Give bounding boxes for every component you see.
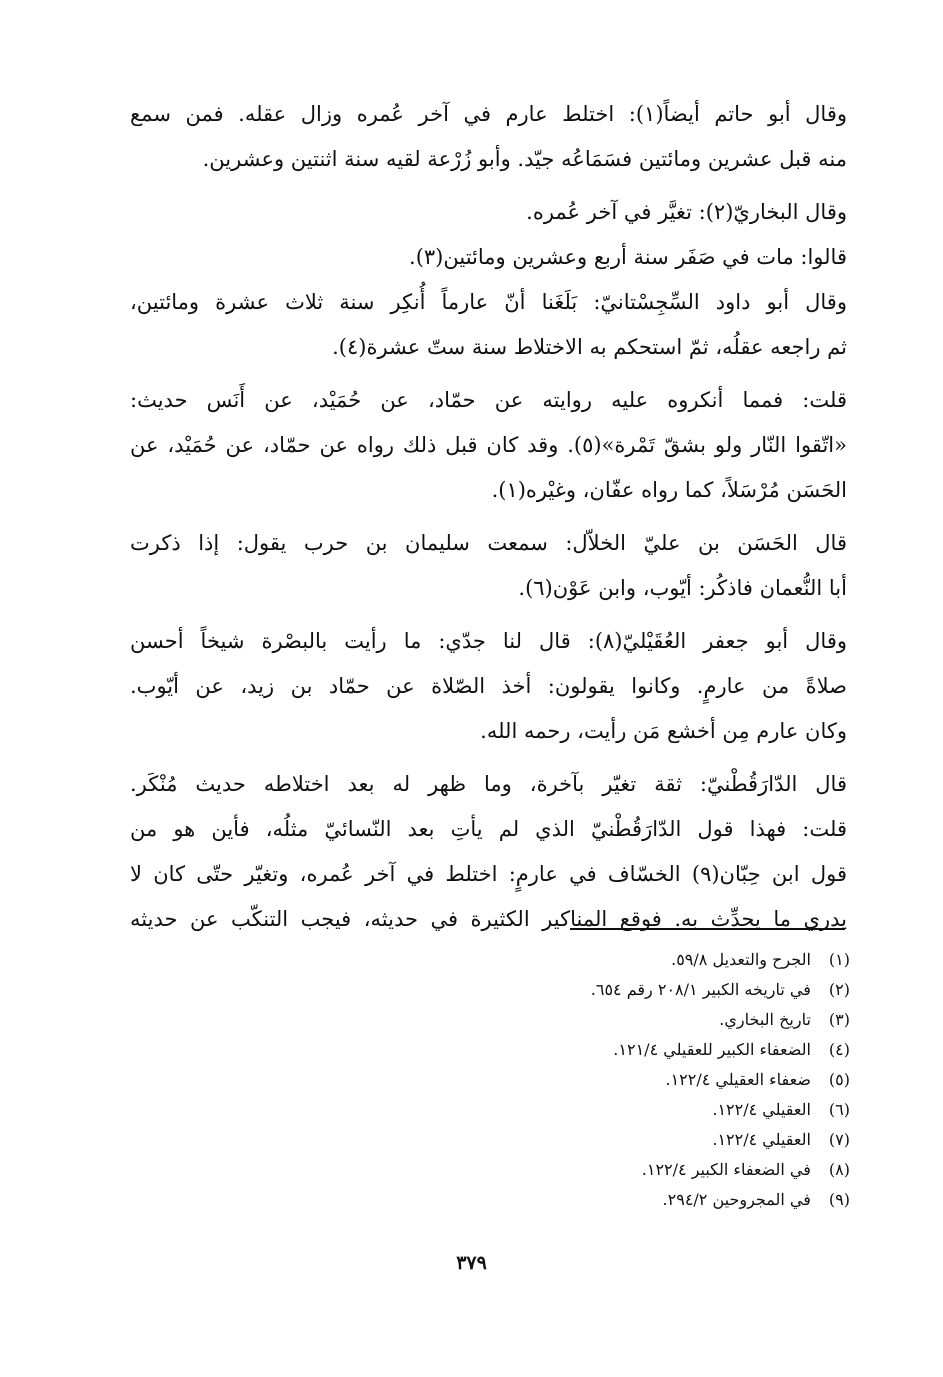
- text-line: قال الحَسَن بن عليّ الخلاّل: سمعت سليمان بن حرب يقول: إذا ذكرت: [130, 531, 847, 555]
- footnote-number: (٨): [828, 1160, 850, 1179]
- paragraph-qult-1: [130, 378, 847, 513]
- footnote: [290, 945, 850, 975]
- footnote-text: الضعفاء الكبير للعقيلي ١٢١/٤.: [613, 1040, 811, 1059]
- footnote-number: (٥): [828, 1070, 850, 1089]
- footnote-text: في المجروحين ٢٩٤/٢.: [662, 1190, 811, 1209]
- paragraph-bukhari: [130, 190, 847, 370]
- footnote-number: (٧): [828, 1130, 850, 1149]
- footnote: [290, 1155, 850, 1185]
- page-number: ٣٧٩: [456, 1252, 487, 1274]
- footnote: [290, 1095, 850, 1125]
- text-line: يدري ما يحدِّث به. فوقع المناكير الكثيرة في حديثه، فيجب التنكّب عن حديثه: [130, 907, 847, 931]
- footnote-number: (٤): [828, 1040, 850, 1059]
- footnote-text: في الضعفاء الكبير ١٢٢/٤.: [641, 1160, 811, 1179]
- paragraph-uqayli: [130, 619, 847, 754]
- footnote: [290, 1035, 850, 1065]
- paragraph-daraqutni: [130, 762, 847, 942]
- footnote-separator: [570, 928, 845, 930]
- text-line: وقال البخاريّ(٢): تغيَّر في آخر عُمره.: [526, 200, 847, 224]
- text-line: وقال أبو جعفر العُقَيْليّ(٨): قال لنا جدّي: ما رأيت بالبصْرة شيخاً أحسن: [130, 629, 847, 653]
- text-line: الحَسَن مُرْسَلاً، كما رواه عفّان، وغيْره(١).: [491, 478, 847, 502]
- footnote: [290, 1125, 850, 1155]
- text-line: وكان عارم مِن أخشع مَن رأيت، رحمه الله.: [480, 719, 847, 743]
- text-line: وقال أبو داود السِّجِسْتانيّ: بَلَغَنا أنّ عارماً أُنكِر سنة ثلاث عشرة ومائتين،: [130, 290, 847, 314]
- footnote: [290, 1185, 850, 1215]
- text-line: قالوا: مات في صَفَر سنة أربع وعشرين ومائتين(٣).: [409, 245, 847, 269]
- text-line: قول ابن حِبّان(٩) الخسّاف في عارمٍ: اختلط في آخر عُمره، وتغيّر حتّى كان لا: [130, 862, 847, 886]
- text-line: «اتّقوا النّار ولو بشقّ تَمْرة»(٥). وقد كان قبل ذلك رواه عن حمّاد، عن حُمَيْد، عن: [130, 433, 847, 457]
- text-line: قلت: فمما أنكروه عليه روايته عن حمّاد، عن حُمَيْد، عن أَنَس حديث:: [130, 388, 847, 412]
- text-line: ثم راجعه عقلُه، ثمّ استحكم به الاختلاط سنة ستّ عشرة(٤).: [332, 335, 847, 359]
- footnote-number: (٣): [828, 1010, 850, 1029]
- footnote-text: ضعفاء العقيلي ١٢٢/٤.: [665, 1070, 811, 1089]
- footnote: [290, 975, 850, 1005]
- footnote-number: (٢): [828, 980, 850, 999]
- footnote-text: في تاريخه الكبير ٢٠٨/١ رقم ٦٥٤.: [590, 980, 811, 999]
- footnote-text: العقيلي ١٢٢/٤.: [712, 1130, 811, 1149]
- footnotes-list: [290, 945, 850, 1215]
- footnote-text: الجرح والتعديل ٥٩/٨.: [671, 950, 811, 969]
- footnote: [290, 1005, 850, 1035]
- text-line: منه قبل عشرين ومائتين فسَمَاعُه جيّد. وأبو زُرْعة لقيه سنة اثنتين وعشرين.: [202, 147, 847, 171]
- paragraph-abu-hatim: [130, 92, 847, 182]
- text-line: وقال أبو حاتم أيضاً(١): اختلط عارم في آخر عُمره وزال عقله. فمن سمع: [130, 102, 847, 126]
- footnote-number: (١): [828, 950, 850, 969]
- footnote: [290, 1065, 850, 1095]
- text-line: قلت: فهذا قول الدّارَقُطْنيّ الذي لم يأتِ بعد النّسائيّ مثلُه، فأين هو من: [130, 817, 847, 841]
- paragraph-khallal: [130, 521, 847, 611]
- footnote-number: (٦): [828, 1100, 850, 1119]
- text-line: صلاةً من عارمٍ. وكانوا يقولون: أخذ الصّلاة عن حمّاد بن زيد، عن أيّوب.: [130, 674, 847, 698]
- main-text: [130, 92, 847, 950]
- footnote-text: تاريخ البخاري.: [719, 1010, 811, 1029]
- footnote-text: العقيلي ١٢٢/٤.: [712, 1100, 811, 1119]
- footnote-number: (٩): [828, 1190, 850, 1209]
- text-line: أبا النُّعمان فاذكُر: أيّوب، وابن عَوْن(٦).: [518, 576, 847, 600]
- text-line: قال الدّارَقُطْنيّ: ثقة تغيّر بآخرة، وما ظهر له بعد اختلاطه حديث مُنْكَر.: [130, 772, 847, 796]
